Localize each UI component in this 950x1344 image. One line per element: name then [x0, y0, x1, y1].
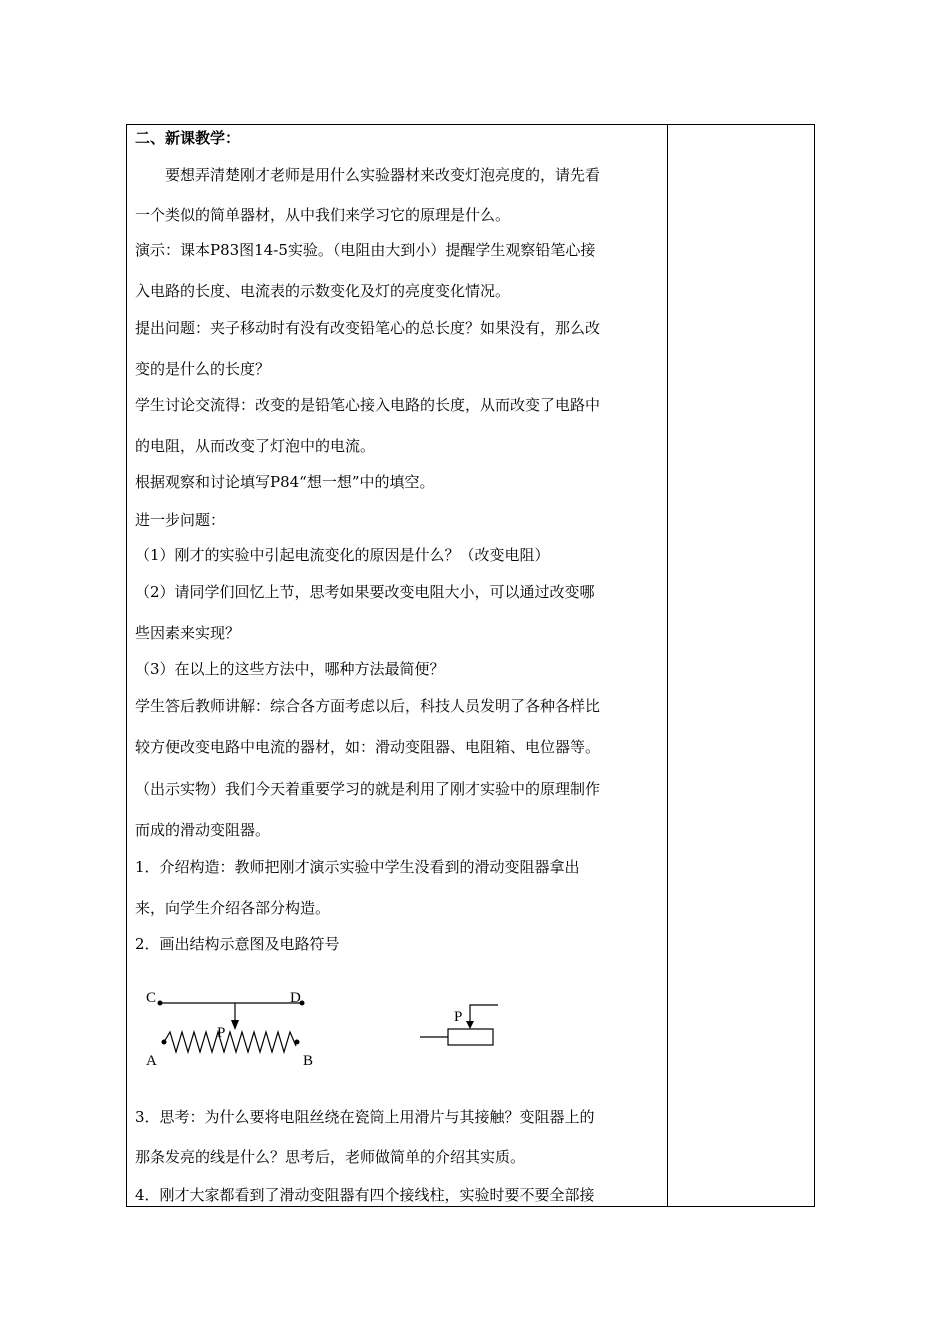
paragraph-line: 而成的滑动变阻器。 [135, 821, 271, 839]
terminal-c [158, 1001, 163, 1006]
paragraph-line: （3）在以上的这些方法中，哪种方法最简便？ [135, 660, 445, 678]
paragraph-line: 3．思考：为什么要将电阻丝绕在瓷筒上用滑片与其接触？变阻器上的 [135, 1108, 595, 1126]
paragraph-line: 来，向学生介绍各部分构造。 [135, 899, 331, 917]
terminal-b [295, 1040, 300, 1045]
paragraph-line: （出示实物）我们今天着重要学习的就是利用了刚才实验中的原理制作 [135, 780, 601, 798]
paragraph-line: 变的是什么的长度？ [135, 360, 271, 378]
label-d: D [290, 990, 301, 1006]
paragraph-line: 要想弄清楚刚才老师是用什么实验器材来改变灯泡亮度的，请先看 [165, 166, 601, 184]
slider-arrowhead [231, 1020, 239, 1030]
label-p: P [217, 1025, 226, 1041]
paragraph-line: 一个类似的简单器材，从中我们来学习它的原理是什么。 [135, 206, 511, 224]
paragraph-line: 根据观察和讨论填写P84“想一想”中的填空。 [135, 473, 435, 491]
symbol-resistor-box [448, 1029, 493, 1045]
paragraph-line: 提出问题：夹子移动时有没有改变铅笔心的总长度？如果没有，那么改 [135, 319, 601, 337]
rheostat-circuit-symbol [418, 995, 528, 1055]
label-c: C [146, 990, 157, 1006]
rheostat-structure-diagram [140, 980, 340, 1075]
label-a: A [146, 1053, 157, 1069]
symbol-slider-arrowhead [466, 1021, 474, 1029]
paragraph-line: 进一步问题： [135, 511, 226, 529]
terminal-a [162, 1040, 167, 1045]
section-heading: 二、新课教学： [135, 129, 241, 147]
paragraph-line: （2）请同学们回忆上节，思考如果要改变电阻大小，可以通过改变哪 [135, 583, 595, 601]
paragraph-line: 的电阻，从而改变了灯泡中的电流。 [135, 437, 376, 455]
label-b: B [303, 1053, 314, 1069]
paragraph-line: （1）刚才的实验中引起电流变化的原因是什么？（改变电阻） [135, 546, 550, 564]
paragraph-line: 学生答后教师讲解：综合各方面考虑以后，科技人员发明了各种各样比 [135, 697, 601, 715]
symbol-label-p: P [454, 1009, 463, 1025]
paragraph-line: 1．介绍构造：教师把刚才演示实验中学生没看到的滑动变阻器拿出 [135, 858, 580, 876]
paragraph-line: 入电路的长度、电流表的示数变化及灯的亮度变化情况。 [135, 282, 511, 300]
paragraph-line: 学生讨论交流得：改变的是铅笔心接入电路的长度，从而改变了电路中 [135, 396, 601, 414]
paragraph-line: 2．画出结构示意图及电路符号 [135, 935, 340, 953]
paragraph-line: 些因素来实现？ [135, 624, 241, 642]
symbol-slider-wire [470, 1005, 498, 1025]
paragraph-line: 那条发亮的线是什么？思考后，老师做简单的介绍其实质。 [135, 1148, 526, 1166]
paragraph-line: 4．刚才大家都看到了滑动变阻器有四个接线柱，实验时要不要全部接 [135, 1186, 595, 1204]
paragraph-line: 演示：课本P83图14-5实验。（电阻由大到小）提醒学生观察铅笔心接 [135, 241, 596, 259]
column-divider [667, 125, 668, 1206]
resistance-coil [164, 1032, 296, 1052]
paragraph-line: 较方便改变电路中电流的器材，如：滑动变阻器、电阻箱、电位器等。 [135, 738, 601, 756]
